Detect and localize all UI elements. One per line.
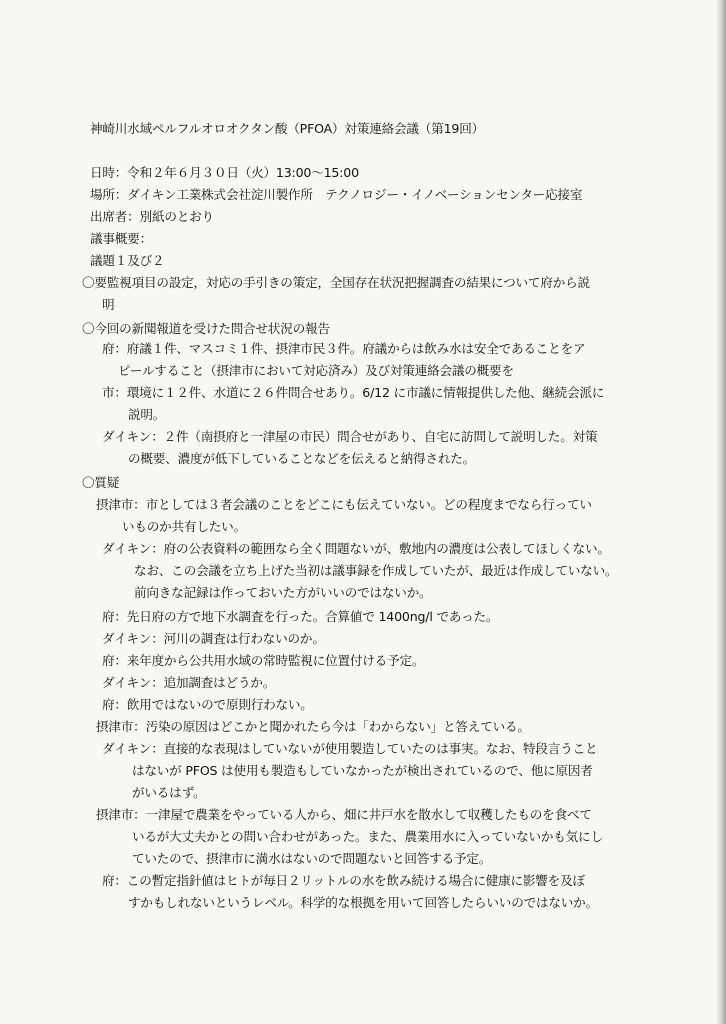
entry-line: 先日府の方で地下水調査を行った。合算値で 1400ng/l であった。	[126, 609, 499, 624]
qa-entry-4	[102, 628, 325, 650]
speaker-label: 市：	[102, 385, 127, 400]
qa-entry-3	[102, 606, 498, 628]
qa-entry-8	[96, 716, 530, 738]
report-entry-daikin	[102, 426, 597, 470]
speaker-label: ダイキン：	[102, 429, 164, 444]
entry-line: いものか共有したい。	[122, 519, 246, 534]
entry-line: はないが PFOS は使用も製造もしていなかったが検出されているので、他に原因者	[132, 763, 593, 778]
entry-line: 追加調査はどうか。	[163, 675, 276, 690]
entry-line: 来年度から公共用水域の常時監視に位置付ける予定。	[126, 653, 425, 668]
speaker-label: ダイキン：	[102, 631, 164, 646]
entry-line: の概要、濃度が低下していることなどを伝えると納得された。	[128, 451, 476, 466]
section2-heading: 〇今回の新聞報道を受けた問合せ状況の報告	[82, 321, 330, 336]
section1-line2: 明	[102, 297, 115, 312]
speaker-label: 摂津市：	[96, 497, 146, 512]
entry-line: 説明。	[128, 407, 166, 422]
entry-line: がいるはず。	[132, 785, 206, 800]
document-title: 神崎川水域ペルフルオロオクタン酸（PFOA）対策連絡会議（第19回）	[90, 121, 484, 136]
entry-line: 環境に１２件、水道に２６件問合せあり。6/12 に市議に情報提供した他、継続会派に	[126, 385, 605, 400]
qa-entry-2	[102, 538, 617, 604]
report-entry-city	[102, 382, 604, 426]
speaker-label: 府：	[102, 341, 127, 356]
entry-line: 汚染の原因はどこかと聞かれたら今は「わからない」と答えている。	[145, 719, 530, 734]
meeting-date: 日時：令和２年６月３０日（火）13:00～15:00	[90, 165, 359, 180]
speaker-label: 府：	[102, 697, 127, 712]
qa-entry-11	[102, 870, 598, 914]
page-edge-shadow	[716, 0, 726, 1024]
speaker-label: 摂津市：	[96, 807, 146, 822]
qa-entry-1	[96, 494, 592, 538]
qa-entry-10	[96, 804, 603, 870]
meeting-attendees: 出席者：別紙のとおり	[90, 209, 214, 224]
meeting-place: 場所：ダイキン工業株式会社淀川製作所 テクノロジー・イノベーションセンター応接室	[90, 187, 583, 202]
entry-line: ２件（南摂府と一津屋の市民）問合せがあり、自宅に訪問して説明した。対策	[163, 429, 598, 444]
report-entry-prefecture	[102, 338, 585, 382]
entry-line: 府議１件、マスコミ１件、摂津市民３件。府議からは飲み水は安全であることをア	[126, 341, 586, 356]
entry-line: 直接的な表現はしていないが使用製造していたのは事実。なお、特段言うこと	[163, 741, 598, 756]
summary-label: 議事概要：	[90, 231, 152, 246]
speaker-label: 摂津市：	[96, 719, 146, 734]
qa-entry-5	[102, 650, 424, 672]
entry-line: ピールすること（摂津市において対応済み）及び対策連絡会議の概要を	[118, 363, 514, 378]
speaker-label: 府：	[102, 873, 127, 888]
entry-line: この暫定指針値はヒトが毎日２リットルの水を飲み続ける場合に健康に影響を及ぼ	[126, 873, 585, 888]
speaker-label: 府：	[102, 609, 127, 624]
entry-line: 一津屋で農業をやっている人から、畑に井戸水を散水して収穫したものを食べて	[145, 807, 592, 822]
speaker-label: ダイキン：	[102, 541, 164, 556]
speaker-label: 府：	[102, 653, 127, 668]
entry-line: なお、この会議を立ち上げた当初は議事録を作成していたが、最近は作成していない。	[134, 563, 618, 578]
section1-line1: 〇要監視項目の設定，対応の手引きの策定，全国存在状況把握調査の結果について府から説	[82, 275, 590, 290]
entry-line: 前向きな記録は作っておいた方がいいのではないか。	[134, 585, 432, 600]
speaker-label: ダイキン：	[102, 741, 164, 756]
speaker-label: ダイキン：	[102, 675, 164, 690]
entry-line: 飲用ではないので原則行わない。	[126, 697, 313, 712]
entry-line: ていたので、摂津市に満水はないので問題ないと回答する予定。	[132, 851, 492, 866]
entry-line: 市としては３者会議のことをどこにも伝えていない。どの程度までなら行ってい	[145, 497, 592, 512]
qa-entry-9	[102, 738, 597, 804]
entry-line: 府の公表資料の範囲なら全く問題ないが、敷地内の濃度は公表してほしくない。	[163, 541, 610, 556]
section3-heading: 〇質疑	[82, 475, 120, 490]
entry-line: すかもしれないというレベル。科学的な根拠を用いて回答したらいいのではないか。	[128, 895, 598, 910]
entry-line: いるが大丈夫かとの問い合わせがあった。また、農業用水に入っていないかも気にし	[132, 829, 603, 844]
qa-entry-7	[102, 694, 313, 716]
entry-line: 河川の調査は行わないのか。	[163, 631, 325, 646]
agenda-item: 議題１及び２	[90, 253, 165, 268]
qa-entry-6	[102, 672, 275, 694]
